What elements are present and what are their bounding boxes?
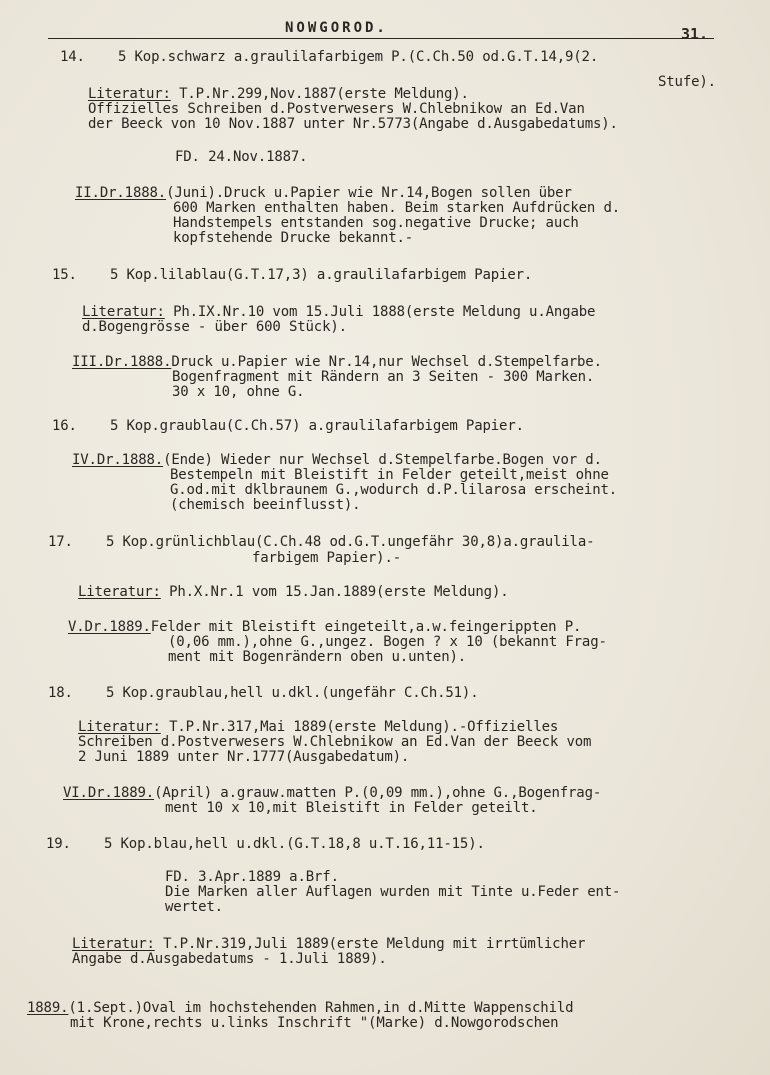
text-line [165,870,339,885]
text-line [165,801,538,816]
text-line [658,75,716,90]
text-line [170,498,360,513]
text-line [72,453,602,468]
text-segment: farbigem Papier).- [252,550,402,566]
text-segment: Ph.IX.Nr.10 vom 15.Juli 1888(erste Meldung u.Angabe [164,304,596,320]
text-segment: Druck u.Papier wie Nr.14,nur Wechsel d.Stempelfarbe. [171,354,602,370]
text-segment: Bogenfragment mit Rändern an 3 Seiten - 300 Marken. [172,369,595,385]
text-line [52,419,524,434]
text-segment: (Juni).Druck u.Papier wie Nr.14,Bogen sollen über [166,185,572,201]
text-segment: G.od.mit dklbraunem G.,wodurch d.P.lilarosa erscheint. [170,482,618,498]
text-segment: 18. 5 Kop.graublau,hell u.dkl.(ungefähr C.Ch.51). [48,685,479,701]
text-segment: d.Bogengrösse - über 600 Stück). [82,319,347,335]
text-line [27,1001,573,1016]
text-line [78,750,409,765]
underlined-heading: 1889. [27,1000,69,1016]
text-line [72,952,387,967]
text-line [48,535,594,550]
text-segment: 2 Juni 1889 unter Nr.1777(Ausgabedatum). [78,749,410,765]
text-line [82,320,347,335]
text-segment: Angabe d.Ausgabedatums - 1.Juli 1889). [72,951,387,967]
text-segment: Stufe). [658,74,716,90]
text-segment: kopfstehende Drucke bekannt.- [173,230,414,246]
text-segment: der Beeck von 10 Nov.1887 unter Nr.5773(Angabe d.Ausgabedatums). [88,116,618,132]
underlined-heading: Literatur: [72,936,155,952]
text-line [172,370,594,385]
text-segment: Felder mit Bleistift eingeteilt,a.w.feingerippten P. [150,619,582,635]
text-segment: Ph.X.Nr.1 vom 15.Jan.1889(erste Meldung). [160,584,509,600]
text-segment: Offizielles Schreiben d.Postverwesers W.Chlebnikow an Ed.Van [88,101,585,117]
text-segment: FD. 24.Nov.1887. [175,149,308,165]
text-segment: T.P.Nr.319,Juli 1889(erste Meldung mit irrtümlicher [154,936,586,952]
text-line [175,150,307,165]
text-segment: (April) a.grauw.matten P.(0,09 mm.),ohne G.,Bogenfrag- [154,785,602,801]
text-line [170,468,609,483]
text-segment: T.P.Nr.317,Mai 1889(erste Meldung).-Offizielles [160,719,559,735]
text-line [252,551,401,566]
page-header-title: NOWGOROD. [285,20,388,36]
text-segment: Schreiben d.Postverwesers W.Chlebnikow an Ed.Van der Beeck vom [78,734,592,750]
underlined-heading: IV.Dr.1888. [72,452,164,468]
text-line [173,216,579,231]
text-line [75,186,572,201]
text-line [82,305,595,320]
text-segment: (chemisch beeinflusst). [170,497,361,513]
text-line [78,735,591,750]
text-line [60,50,598,65]
text-line [78,585,509,600]
text-line [63,786,601,801]
text-line [170,483,617,498]
header-rule [48,38,714,39]
text-segment: T.P.Nr.299,Nov.1887(erste Meldung). [170,86,469,102]
underlined-heading: III.Dr.1888. [72,354,172,370]
text-line [165,900,223,915]
underlined-heading: Literatur: [78,584,161,600]
text-segment: FD. 3.Apr.1889 a.Brf. [165,869,339,885]
text-segment: ment 10 x 10,mit Bleistift in Felder geteilt. [165,800,538,816]
underlined-heading: V.Dr.1889. [68,619,151,635]
text-segment: (1.Sept.)Oval im hochstehenden Rahmen,in d.Mitte Wappenschild [68,1000,574,1016]
text-line [48,686,479,701]
text-segment: Handstempels entstanden sog.negative Drucke; auch [173,215,579,231]
text-line [173,201,620,216]
text-line [52,268,532,283]
text-segment: 19. 5 Kop.blau,hell u.dkl.(G.T.18,8 u.T.16,11-15). [46,836,485,852]
text-segment: 15. 5 Kop.lilablau(G.T.17,3) a.graulilafarbigem Papier. [52,267,533,283]
page-number: 31. [681,25,709,43]
text-segment: Bestempeln mit Bleistift in Felder geteilt,meist ohne [170,467,609,483]
text-segment: (0,06 mm.),ohne G.,ungez. Bogen ? x 10 (bekannt Frag- [168,634,607,650]
underlined-heading: VI.Dr.1889. [63,785,155,801]
text-segment: ment mit Bogenrändern oben u.unten). [168,649,467,665]
text-segment: 30 x 10, ohne G. [172,384,305,400]
underlined-heading: Literatur: [82,304,165,320]
underlined-heading: Literatur: [78,719,161,735]
text-segment: wertet. [165,899,223,915]
text-line [88,117,618,132]
text-line [72,937,585,952]
text-line [168,635,607,650]
text-line [68,620,581,635]
text-line [88,87,469,102]
text-segment: 14. 5 Kop.schwarz a.graulilafarbigem P.(C.Ch.50 od.G.T.14,9(2. [60,49,599,65]
text-line [78,720,558,735]
text-line [165,885,620,900]
text-line [173,231,413,246]
text-segment: 16. 5 Kop.graublau(C.Ch.57) a.graulilafarbigem Papier. [52,418,524,434]
text-line [70,1016,558,1031]
text-line [168,650,466,665]
text-segment: Die Marken aller Auflagen wurden mit Tinte u.Feder ent- [165,884,621,900]
text-line [72,355,602,370]
text-segment: mit Krone,rechts u.links Inschrift "(Marke) d.Nowgorodschen [70,1015,559,1031]
text-line [46,837,485,852]
text-line [88,102,585,117]
text-segment: 17. 5 Kop.grünlichblau(C.Ch.48 od.G.T.ungefähr 30,8)a.graulila- [48,534,595,550]
text-line [172,385,304,400]
underlined-heading: II.Dr.1888. [75,185,167,201]
text-segment: 600 Marken enthalten haben. Beim starken Aufdrücken d. [173,200,621,216]
text-segment: (Ende) Wieder nur Wechsel d.Stempelfarbe.Bogen vor d. [163,452,602,468]
underlined-heading: Literatur: [88,86,171,102]
